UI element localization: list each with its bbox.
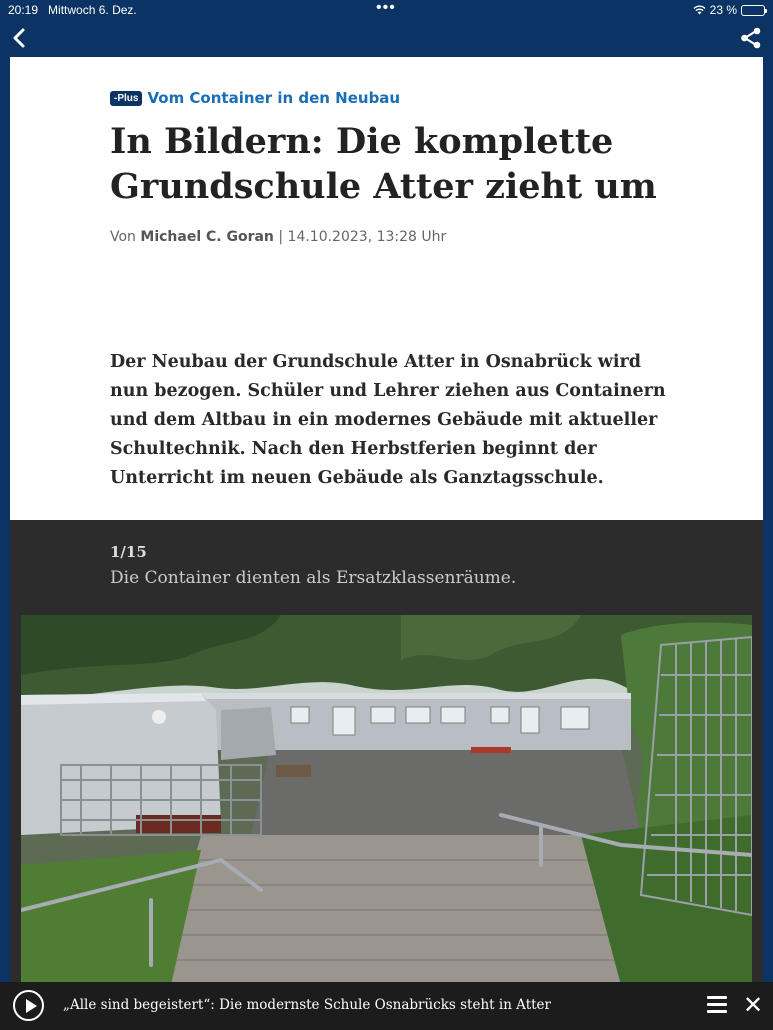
status-date: Mittwoch 6. Dez. xyxy=(48,3,137,17)
gallery-caption: Die Container dienten als Ersatzklassenräume. xyxy=(110,568,517,588)
audio-title[interactable]: „Alle sind begeistert“: Die modernste Schule Osnabrücks steht in Atter xyxy=(63,997,551,1013)
more-dots-icon[interactable]: ••• xyxy=(376,0,396,16)
status-right xyxy=(693,3,765,17)
battery-icon xyxy=(741,5,765,16)
top-bar xyxy=(0,0,773,57)
gallery-photo[interactable] xyxy=(21,615,752,985)
audio-player-bar xyxy=(0,982,773,1030)
article xyxy=(10,57,763,520)
play-icon[interactable] xyxy=(13,990,44,1021)
back-button[interactable] xyxy=(8,26,32,50)
menu-line xyxy=(707,1003,727,1006)
menu-line xyxy=(707,996,727,999)
status-time xyxy=(8,3,137,17)
clock: 20:19 xyxy=(8,3,39,17)
plus-badge-label: Plus xyxy=(117,92,139,104)
chevron-left-icon xyxy=(8,26,32,50)
photo-gallery xyxy=(10,520,763,990)
article-teaser: Der Neubau der Grundschule Atter in Osnabrück wird nun bezogen. Schüler und Lehrer ziehen aus Containern und dem Altbau in ein modernes Gebäude mit aktueller Schultechnik. Nach den Herbstferien beginnt der Unterricht im neuen Gebäude als Ganztagsschule. xyxy=(110,352,666,488)
kicker xyxy=(110,89,400,107)
close-icon[interactable]: ✕ xyxy=(742,991,764,1019)
author-link[interactable]: Michael C. Goran xyxy=(140,229,274,245)
school-containers-photo xyxy=(21,615,752,985)
battery-percent: 23 % xyxy=(709,3,737,17)
menu-icon[interactable] xyxy=(707,996,727,1014)
wifi-icon xyxy=(693,5,706,15)
article-headline: In Bildern: Die komplette Grundschule Atter zieht um xyxy=(110,121,657,207)
byline xyxy=(110,229,446,245)
share-button[interactable] xyxy=(739,26,763,50)
plus-badge: -Plus xyxy=(110,91,142,106)
byline-prefix: Von xyxy=(110,229,136,245)
share-icon xyxy=(739,26,763,50)
byline-separator: | xyxy=(278,229,284,245)
kicker-text: Vom Container in den Neubau xyxy=(147,89,401,107)
gallery-counter: 1/15 xyxy=(110,543,147,561)
status-bar xyxy=(0,0,773,20)
publish-date: 14.10.2023, 13:28 Uhr xyxy=(287,229,447,245)
menu-line xyxy=(707,1010,727,1013)
